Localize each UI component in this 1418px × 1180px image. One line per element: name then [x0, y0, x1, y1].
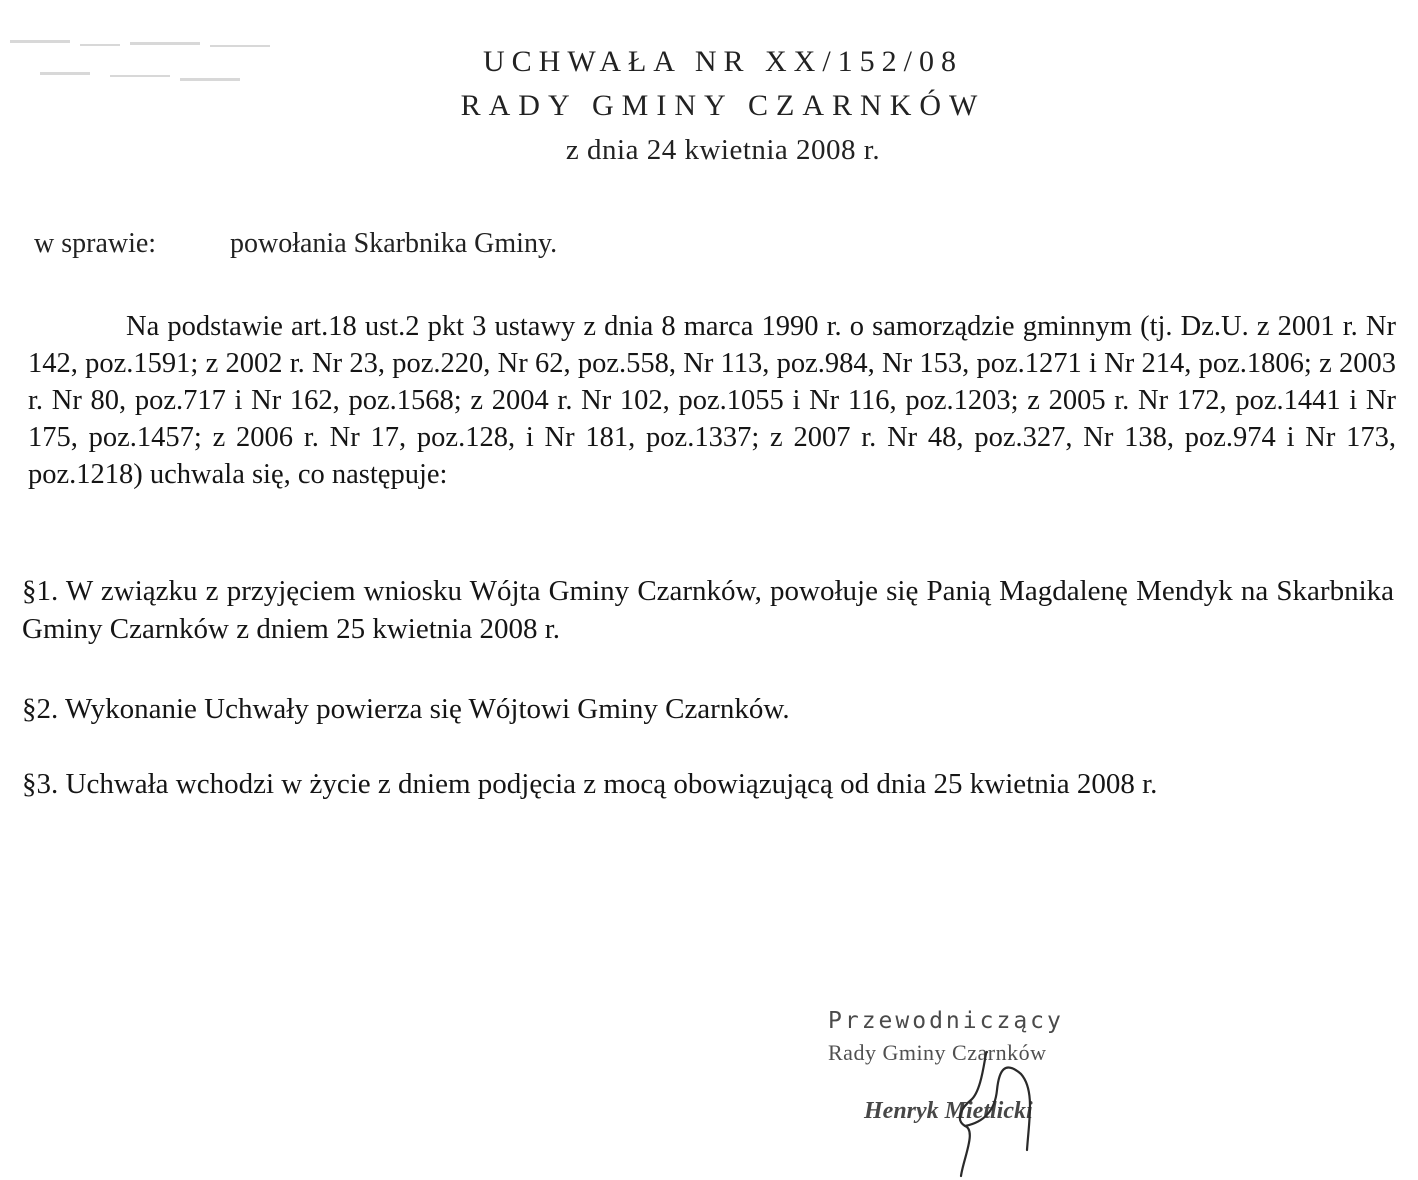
subject-text: powołania Skarbnika Gminy.	[230, 228, 558, 259]
subject-label: w sprawie:	[34, 228, 157, 259]
paragraph-3: §3. Uchwała wchodzi w życie z dniem podjęcia z mocą obowiązującą od dnia 25 kwietnia 2008 r.	[22, 768, 1158, 800]
resolution-council: RADY GMINY CZARNKÓW	[460, 89, 986, 122]
handwritten-signature	[925, 1030, 1065, 1180]
signature-role: Przewodniczący	[828, 1008, 1064, 1034]
paragraph-1: §1. W związku z przyjęciem wniosku Wójta Gminy Czarnków, powołuje się Panią Magdalenę Mendyk na Skarbnika Gminy Czarnków z dniem 25 kwietnia 2008 r.	[22, 575, 1394, 645]
paragraph-2: §2. Wykonanie Uchwały powierza się Wójtowi Gminy Czarnków.	[22, 693, 790, 725]
resolution-subject	[34, 228, 557, 260]
resolution-header	[0, 40, 1418, 172]
resolution-title: UCHWAŁA NR XX/152/08	[482, 45, 963, 78]
signature-council: Rady Gminy Czarnków	[828, 1040, 1047, 1065]
signature-name: Henryk Mietlicki	[864, 1098, 1033, 1124]
legal-basis-preamble: Na podstawie art.18 ust.2 pkt 3 ustawy z dnia 8 marca 1990 r. o samorządzie gminnym (tj. Dz.U. z 2001 r. Nr 142, poz.1591; z 2002 r. Nr 23, poz.220, Nr 62, poz.558, Nr 113, poz.984, Nr 153, poz.1271 i Nr 214, poz.1806; z 2003 r. Nr 80, poz.717 i Nr 162, poz.1568; z 2004 r. Nr 102, poz.1055 i Nr 116, poz.1203; z 2005 r. Nr 172, poz.1441 i Nr 175, poz.1457; z 2006 r. Nr 17, poz.128, i Nr 181, poz.1337; z 2007 r. Nr 48, poz.327, Nr 138, poz.974 i Nr 173, poz.1218) uchwala się, co następuje:	[28, 311, 1396, 490]
resolution-date: z dnia 24 kwietnia 2008 r.	[565, 134, 881, 166]
